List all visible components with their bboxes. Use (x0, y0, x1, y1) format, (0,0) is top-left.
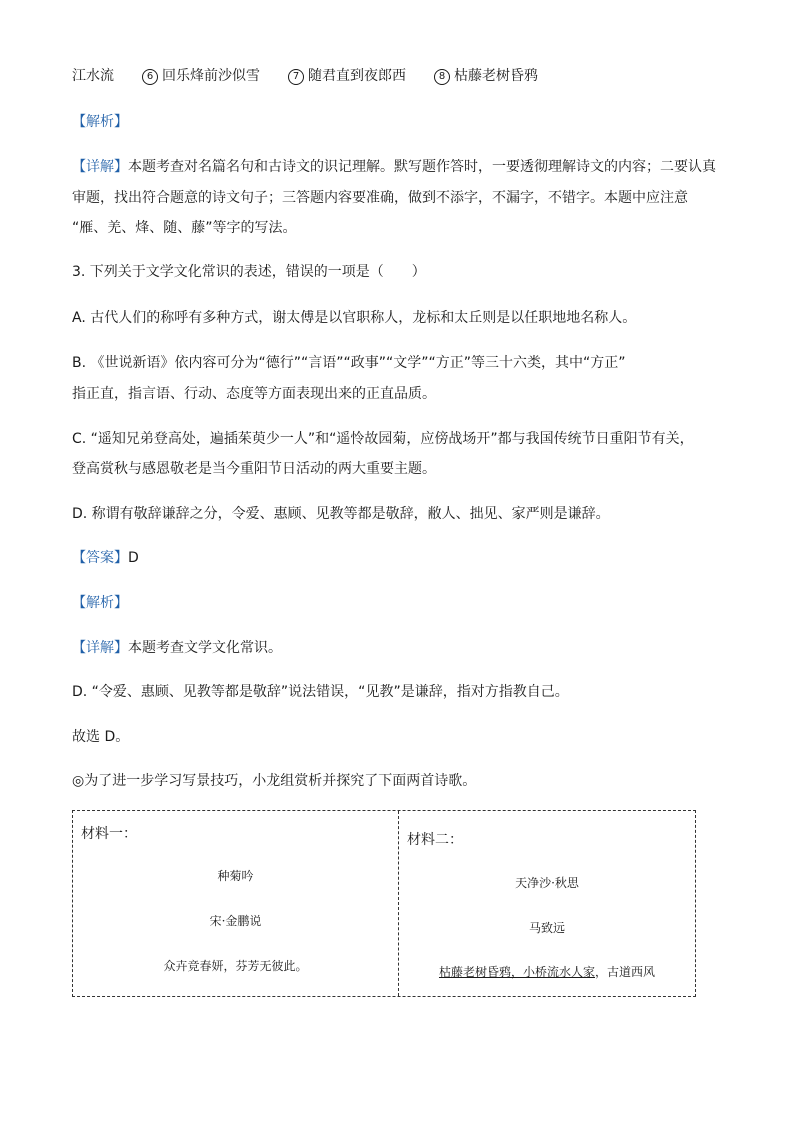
answer-value: D (128, 550, 139, 566)
detail-text-2: 本题考查文学文化常识。 (128, 640, 282, 656)
detail-paragraph-line-1 (72, 157, 716, 177)
answer-tag: 【答案】 (72, 550, 128, 566)
poem-two-title: 天净沙·秋思 (515, 876, 579, 890)
poem-two-underlined: 枯藤老树昏鸦，小桥流水人家 (438, 965, 595, 979)
d-explanation: D. “令爱、惠顾、见教等都是敬辞”说法错误，“见教”是谦辞，指对方指教自己。 (72, 684, 569, 700)
detail-tag: 【详解】 (72, 159, 128, 175)
answer-item-8: 枯藤老树昏鸦 (454, 68, 538, 84)
answer-item-6: 回乐烽前沙似雪 (162, 68, 260, 84)
detail-paragraph-line-3: “雁、羌、烽、随、藤”等字的写法。 (72, 220, 297, 236)
detail-line-2 (72, 638, 282, 658)
poem-one-title: 种菊吟 (217, 869, 254, 883)
detail-paragraph-line-2: 审题，找出符合题意的诗文句子；三答题内容要准确，做到不添字，不漏字，不错字。本题中应注意 (72, 190, 688, 206)
choose-line: 故选 D。 (72, 729, 130, 745)
option-c-line-1: C. “遥知兄弟登高处，遍插茱萸少一人”和“遥怜故园菊，应傍战场开”都与我国传统节日重阳节有关， (72, 431, 694, 447)
circled-number-7: 7 (288, 69, 304, 85)
analysis-tag-2: 【解析】 (72, 595, 128, 611)
poem-two-line (399, 963, 695, 980)
poem-one-line: 众卉竞春妍，芬芳无彼此。 (163, 959, 308, 973)
option-a: A. 古代人们的称呼有多种方式，谢太傅是以官职称人，龙标和太丘则是以任职地地名称人。 (72, 310, 637, 326)
material-two-label: 材料二： (407, 832, 463, 848)
material-two-cell (399, 811, 695, 996)
option-c-line-2: 登高赏秋与感恩敬老是当今重阳节日活动的两大重要主题。 (72, 461, 436, 477)
poem-one-author: 宋·金鹏说 (209, 914, 262, 928)
question-3-stem: 3. 下列关于文学文化常识的表述，错误的一项是（ ） (72, 264, 426, 280)
material-one-cell (73, 811, 399, 996)
poem-two-rest: ，古道西风 (595, 965, 656, 979)
answer-line-continued (72, 66, 538, 86)
circled-number-8: 8 (434, 69, 450, 85)
detail-tag-2: 【详解】 (72, 640, 128, 656)
answer-item-7: 随君直到夜郎西 (308, 68, 406, 84)
detail-text-1: 本题考查对名篇名句和古诗文的识记理解。默写题作答时，一要透彻理解诗文的内容；二要认真 (128, 159, 716, 175)
materials-intro: ◎为了进一步学习写景技巧，小龙组赏析并探究了下面两首诗歌。 (72, 773, 477, 789)
option-b-line-1: B. 《世说新语》依内容可分为“德行”“言语”“政事”“文学”“方正”等三十六类，其中“方正” (72, 355, 626, 371)
lead-text: 江水流 (72, 68, 114, 84)
circled-number-6: 6 (142, 69, 158, 85)
analysis-tag: 【解析】 (72, 114, 128, 130)
poem-two-author: 马致远 (528, 921, 565, 935)
materials-table (72, 810, 696, 997)
option-b-line-2: 指正直，指言语、行动、态度等方面表现出来的正直品质。 (72, 386, 436, 402)
answer-line (72, 548, 139, 568)
option-d: D. 称谓有敬辞谦辞之分，令爱、惠顾、见教等都是敬辞，敝人、拙见、家严则是谦辞。 (72, 506, 610, 522)
material-one-label: 材料一： (81, 826, 137, 842)
